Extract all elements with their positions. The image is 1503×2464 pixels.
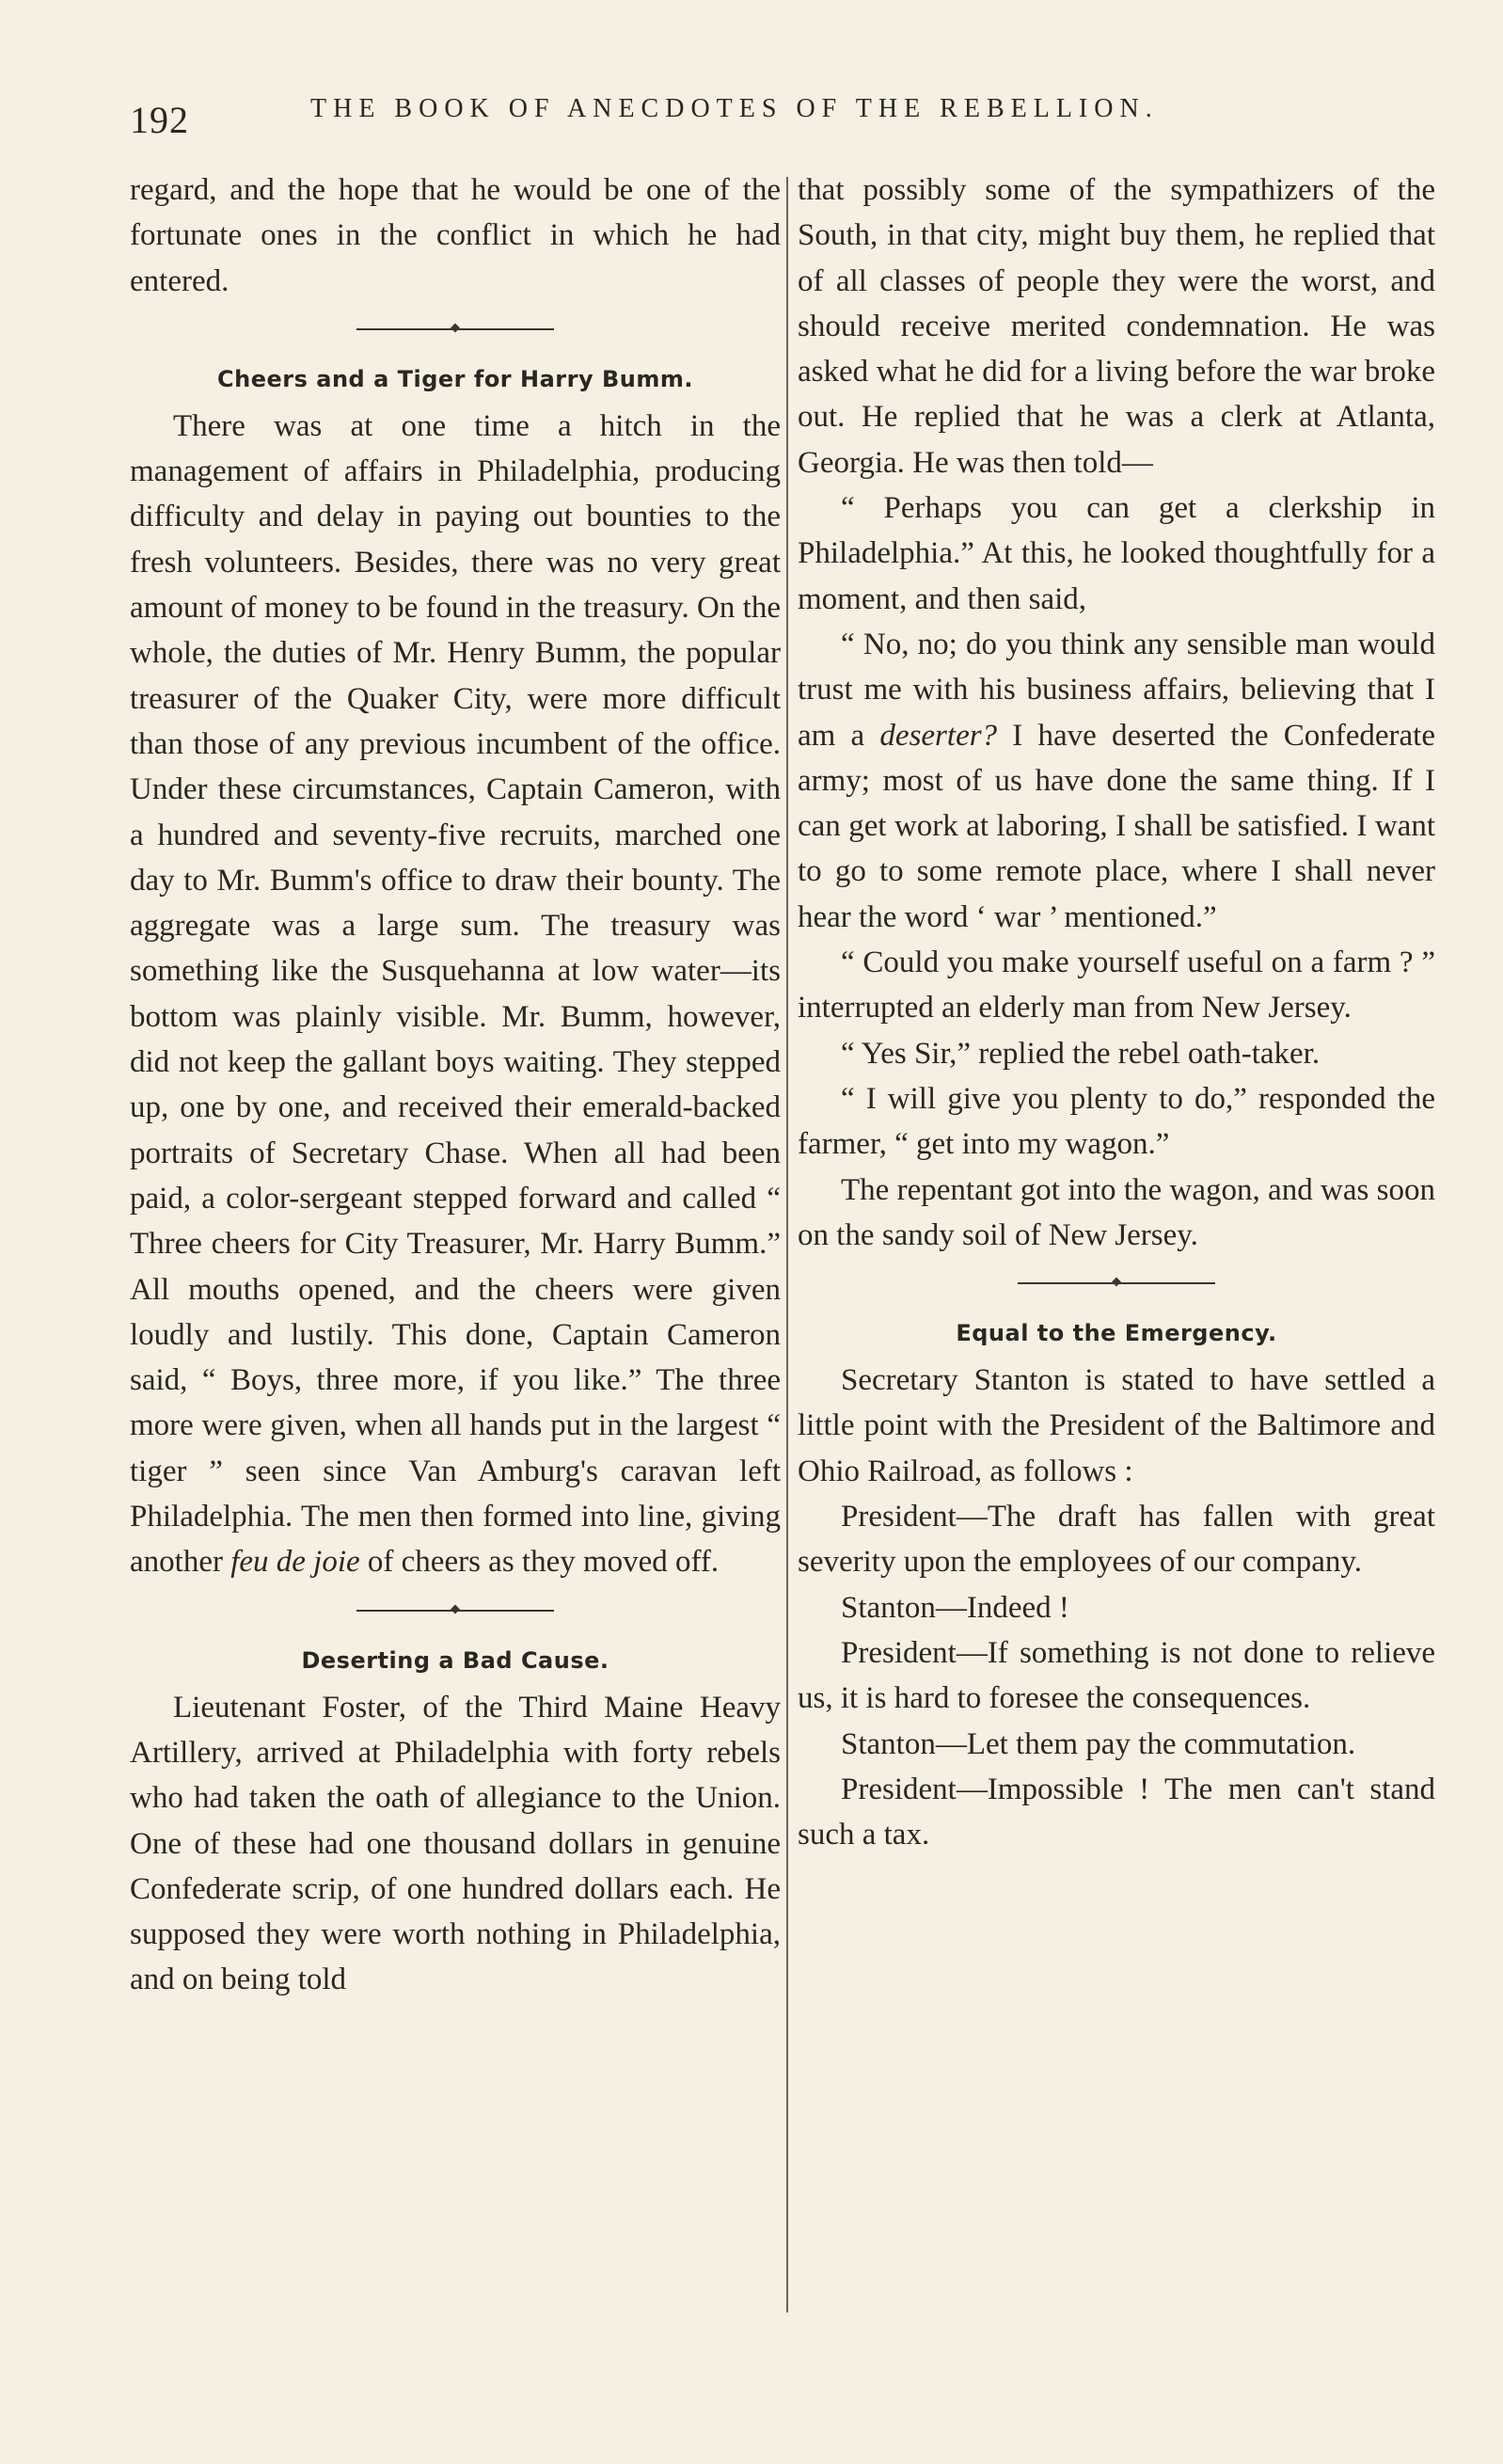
- dialogue-paragraph: “ Perhaps you can get a clerkship in Philadelphia.” At this, he looked thoughtfully for a moment, and then said,: [798, 491, 1435, 616]
- right-column: [798, 167, 1435, 1857]
- section-divider: [130, 311, 781, 347]
- italic-text: feu de joie: [230, 1545, 360, 1580]
- section-heading-deserting: Deserting a Bad Cause.: [301, 1646, 609, 1674]
- running-head: THE BOOK OF ANECDOTES OF THE REBELLION.: [310, 94, 1159, 123]
- emergency-intro: Secretary Stanton is stated to have settled a little point with the President of the Baltimore and Ohio Railroad, as follows :: [798, 1363, 1435, 1488]
- italic-text: deserter?: [879, 718, 998, 753]
- carryover-paragraph: regard, and the hope that he would be one of the fortunate ones in the conflict in which he had entered.: [130, 173, 781, 298]
- harry-bumm-paragraph: [130, 404, 781, 1585]
- dialogue-line: Stanton—Let them pay the commutation.: [841, 1726, 1356, 1761]
- continuation-paragraph: that possibly some of the sympathizers of the South, in that city, might buy them, he replied that of all classes of people they were the worst, and should receive merited condemnation. He was asked what he did for a living before the war broke out. He replied that he was a clerk at Atlanta, Georgia. He was then told—: [798, 173, 1435, 480]
- section-divider: [798, 1265, 1435, 1301]
- left-column: [130, 167, 781, 2003]
- section-divider: [130, 1593, 781, 1629]
- dialogue-paragraph: “ Could you make yourself useful on a farm ? ” interrupted an elderly man from New Jersey.: [798, 946, 1435, 1025]
- text-run: I have deserted the Confederate army; most of us have done the same thing. If I can get work at laboring, I shall be satisfied. I want to go to some remote place, where I shall never hear the word ‘ war ’ mentioned.”: [798, 718, 1435, 934]
- deserting-paragraph: Lieutenant Foster, of the Third Maine Heavy Artillery, arrived at Philadelphia with forty rebels who had taken the oath of allegiance to the Union. One of these had one thousand dollars in genuine Confederate scrip, of one hundred dollars each. He supposed they were worth nothing in Philadelphia, and on being told: [130, 1690, 781, 1997]
- text-run: of cheers as they moved off.: [359, 1545, 720, 1580]
- text-run: There was at one time a hitch in the management of affairs in Philadelphia, producing difficulty and delay in paying out bounties to the fresh volunteers. Besides, there was no very great amount of money to be found in the treasury. On the whole, the duties of Mr. Henry Bumm, the popular treasurer of the Quaker City, were more difficult than those of any previous incumbent of the office. Under these circumstances, Captain Cameron, with a hundred and seventy-five recruits, marched one day to Mr. Bumm's office to draw their bounty. The aggregate was a large sum. The treasury was something like the Susquehanna at low water—its bottom was plainly visible. Mr. Bumm, however, did not keep the gallant boys waiting. They stepped up, one by one, and received their emerald-backed portraits of Secretary Chase. When all had been paid, a color-sergeant stepped forward and called “ Three cheers for City Treasurer, Mr. Harry Bumm.” All mouths opened, and the cheers were given loudly and lustily. This done, Captain Cameron said, “ Boys, three more, if you like.” The three more were given, when all hands put in the largest “ tiger ” seen since Van Amburg's caravan left Philadelphia. The men then formed into line, giving another: [130, 408, 781, 1580]
- text-run: “ No, no; do you think any sensible man would trust me with his business affairs, believing that I am a: [798, 627, 1435, 753]
- dialogue-paragraph: “ Yes Sir,” replied the rebel oath-taker.: [841, 1036, 1321, 1071]
- section-heading-emergency: Equal to the Emergency.: [956, 1320, 1277, 1347]
- dialogue-line: Stanton—Indeed !: [841, 1590, 1069, 1625]
- dialogue-line: President—If something is not done to relieve us, it is hard to foresee the consequences.: [798, 1635, 1435, 1716]
- section-heading-harry-bumm: Cheers and a Tiger for Harry Bumm.: [217, 365, 693, 392]
- dialogue-paragraph: “ I will give you plenty to do,” responded the farmer, “ get into my wagon.”: [798, 1081, 1435, 1162]
- dialogue-paragraph: The repentant got into the wagon, and was soon on the sandy soil of New Jersey.: [798, 1172, 1435, 1252]
- dialogue-line: President—The draft has fallen with great severity upon the employees of our company.: [798, 1500, 1435, 1580]
- dialogue-line: President—Impossible ! The men can't stand such a tax.: [798, 1772, 1435, 1852]
- page-number: 192: [130, 99, 189, 141]
- dialogue-paragraph: [798, 622, 1435, 940]
- column-rule: [786, 177, 788, 2313]
